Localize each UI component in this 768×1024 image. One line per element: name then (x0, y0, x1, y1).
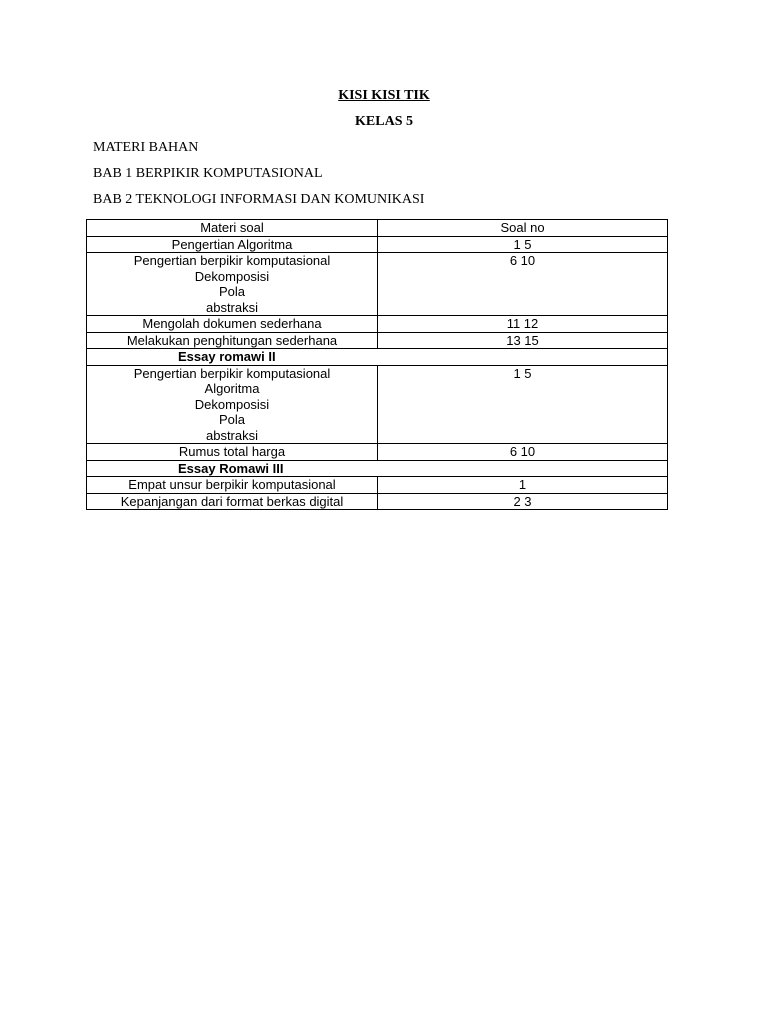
header-soal-no: Soal no (378, 220, 668, 237)
table-header-row (87, 220, 668, 237)
soal-cell: 2 3 (378, 493, 668, 510)
materi-cell: Melakukan penghitungan sederhana (87, 332, 378, 349)
materi-line: Pengertian berpikir komputasional (133, 253, 331, 268)
materi-cell: Kepanjangan dari format berkas digital (87, 493, 378, 510)
materi-line: Pola (218, 284, 246, 299)
materi-cell: Mengolah dokumen sederhana (87, 316, 378, 333)
soal-cell: 1 5 (378, 236, 668, 253)
section-title-essay-3: Essay Romawi III (87, 460, 668, 477)
materi-cell: Empat unsur berpikir komputasional (87, 477, 378, 494)
table-row (87, 316, 668, 333)
table-row (87, 332, 668, 349)
materi-line: Dekomposisi (194, 268, 270, 284)
materi-heading: MATERI BAHAN (93, 140, 199, 155)
document-subtitle: KELAS 5 (355, 114, 413, 129)
soal-cell: 6 10 (378, 253, 668, 316)
table-row (87, 236, 668, 253)
materi-line: abstraksi (205, 427, 259, 443)
materi-cell: Pengertian Algoritma (87, 236, 378, 253)
materi-line: Pengertian berpikir komputasional (133, 365, 331, 381)
table-row (87, 477, 668, 494)
section-row (87, 349, 668, 366)
materi-line: Pola (218, 412, 246, 427)
table-row (87, 253, 668, 316)
table-row (87, 365, 668, 444)
kisi-table (86, 219, 668, 510)
soal-cell: 11 12 (378, 316, 668, 333)
materi-line: Algoritma (204, 381, 260, 396)
header-materi-soal: Materi soal (87, 220, 378, 237)
materi-cell (87, 365, 378, 444)
materi-cell (87, 253, 378, 316)
section-row (87, 460, 668, 477)
bab-1-label: BAB 1 BERPIKIR KOMPUTASIONAL (93, 166, 323, 181)
materi-cell: Rumus total harga (87, 444, 378, 461)
soal-cell: 6 10 (378, 444, 668, 461)
soal-cell: 1 5 (378, 365, 668, 444)
soal-cell: 13 15 (378, 332, 668, 349)
section-title-essay-2: Essay romawi II (87, 349, 668, 366)
materi-line: Dekomposisi (194, 396, 270, 412)
soal-cell: 1 (378, 477, 668, 494)
materi-line: abstraksi (205, 299, 259, 315)
document-title: KISI KISI TIK (338, 88, 430, 103)
bab-2-label: BAB 2 TEKNOLOGI INFORMASI DAN KOMUNIKASI (93, 192, 425, 207)
table-row (87, 493, 668, 510)
table-row (87, 444, 668, 461)
